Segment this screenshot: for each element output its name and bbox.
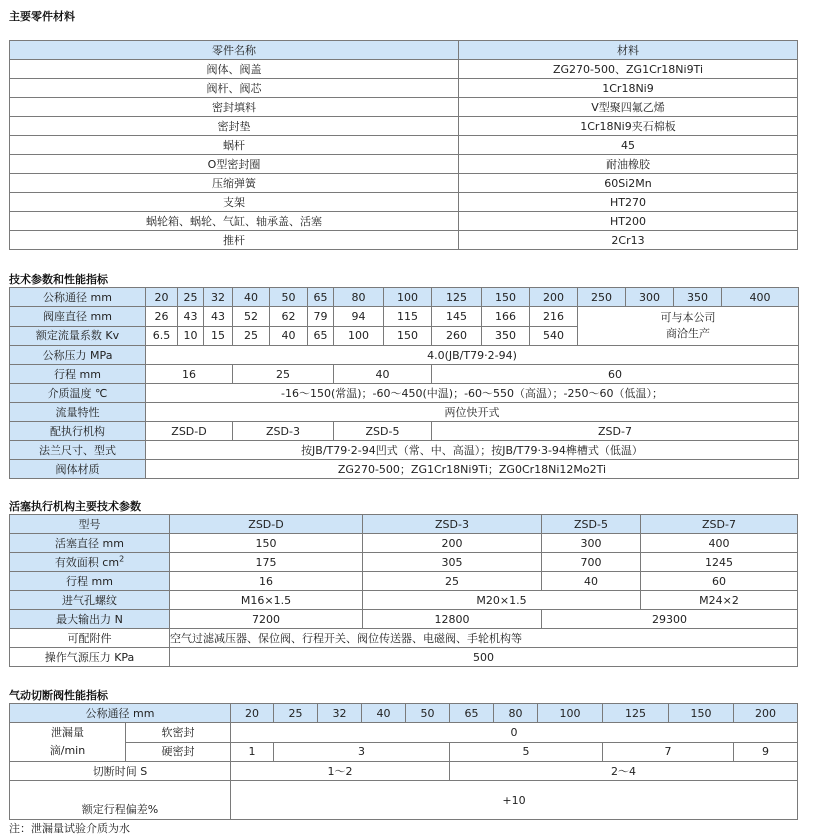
leak-label-line-1: 泄漏量 — [51, 726, 84, 739]
hard-seal-cell: 9 — [734, 742, 798, 762]
consult-line-2: 商洽生产 — [666, 327, 710, 340]
seat-cell: 94 — [334, 307, 384, 327]
dn-cell: 80 — [334, 288, 384, 307]
part-name: 密封填料 — [10, 98, 459, 117]
row-label: 型号 — [10, 515, 170, 534]
kv-cell: 100 — [334, 326, 384, 346]
dn-cell: 350 — [674, 288, 722, 307]
dn-cell: 125 — [432, 288, 482, 307]
stroke-cell: 40 — [542, 572, 641, 591]
kv-cell: 6.5 — [146, 326, 178, 346]
area-row — [10, 553, 798, 572]
model-row — [10, 515, 798, 534]
time-cell: 1～2 — [231, 762, 450, 781]
thread-cell: M16×1.5 — [170, 591, 363, 610]
flange-value: 按JB/T79·2-94凹式（常、中、高温）；按JB/T79·3-94榫槽式（低温） — [146, 441, 799, 460]
dn-cell: 25 — [274, 704, 318, 723]
flow-value: 两位快开式 — [146, 403, 799, 422]
dn-cell: 300 — [626, 288, 674, 307]
part-name: 压缩弹簧 — [10, 174, 459, 193]
model-cell: ZSD-D — [170, 515, 363, 534]
part-material: V型聚四氟乙烯 — [459, 98, 798, 117]
dn-cell: 150 — [669, 704, 734, 723]
part-name: 密封垫 — [10, 117, 459, 136]
row-label-area — [10, 553, 170, 572]
hard-seal-cell: 7 — [603, 742, 734, 762]
table-row — [10, 193, 798, 212]
row-label: 公称通径 mm — [10, 704, 231, 723]
part-material: 1Cr18Ni9夹石棉板 — [459, 117, 798, 136]
area-cell: 1245 — [641, 553, 798, 572]
dn-cell: 250 — [578, 288, 626, 307]
table-row — [10, 212, 798, 231]
seat-cell: 216 — [530, 307, 578, 327]
part-material: 45 — [459, 136, 798, 155]
model-cell: ZSD-3 — [363, 515, 542, 534]
row-label: 流量特性 — [10, 403, 146, 422]
time-row — [10, 762, 798, 781]
accessory-value: 空气过滤减压器、保位阀、行程开关、阀位传送器、电磁阀、手轮机构等 — [170, 629, 798, 648]
accessory-row — [10, 629, 798, 648]
pressure-value: 4.0(JB/T79·2-94) — [146, 346, 799, 365]
part-material: 60Si2Mn — [459, 174, 798, 193]
dia-cell: 200 — [363, 534, 542, 553]
part-material: HT200 — [459, 212, 798, 231]
dia-cell: 400 — [641, 534, 798, 553]
part-name: 蜗杆 — [10, 136, 459, 155]
seat-cell: 166 — [482, 307, 530, 327]
dn-cell: 50 — [406, 704, 450, 723]
piston-title: 活塞执行机构主要技术参数 — [9, 500, 141, 513]
leak-label — [10, 723, 126, 762]
table-row — [10, 60, 798, 79]
dn-cell: 32 — [204, 288, 233, 307]
row-label: 阀座直径 mm — [10, 307, 146, 327]
kv-cell: 540 — [530, 326, 578, 346]
dn-cell: 125 — [603, 704, 669, 723]
part-material: 2Cr13 — [459, 231, 798, 250]
seat-cell: 145 — [432, 307, 482, 327]
air-value: 500 — [170, 648, 798, 667]
kv-cell: 350 — [482, 326, 530, 346]
pneumatic-title: 气动切断阀性能指标 — [9, 689, 108, 702]
hard-seal-cell: 1 — [231, 742, 274, 762]
temp-value: -16～150(常温)；-60～450(中温)；-60～550（高温）；-250～60（低温）； — [146, 384, 799, 403]
force-cell: 29300 — [542, 610, 798, 629]
dn-cell: 65 — [450, 704, 494, 723]
stroke-row — [10, 365, 799, 384]
actuator-cell: ZSD-5 — [334, 422, 432, 441]
part-name: 阀体、阀盖 — [10, 60, 459, 79]
hard-seal-label: 硬密封 — [126, 742, 231, 762]
dn-cell: 25 — [178, 288, 204, 307]
row-label: 额定行程偏差% — [10, 781, 231, 820]
dn-cell: 400 — [722, 288, 799, 307]
row-label: 公称压力 MPa — [10, 346, 146, 365]
dn-cell: 200 — [734, 704, 798, 723]
part-material: 1Cr18Ni9 — [459, 79, 798, 98]
dn-cell: 32 — [318, 704, 362, 723]
row-label: 操作气源压力 KPa — [10, 648, 170, 667]
materials-table — [9, 40, 798, 250]
row-label: 活塞直径 mm — [10, 534, 170, 553]
part-material: HT270 — [459, 193, 798, 212]
part-name: 阀杆、阀芯 — [10, 79, 459, 98]
dn-cell: 100 — [538, 704, 603, 723]
table-row — [10, 117, 798, 136]
pressure-row — [10, 346, 799, 365]
dia-row — [10, 534, 798, 553]
seat-cell: 43 — [178, 307, 204, 327]
dn-cell: 65 — [308, 288, 334, 307]
body-value: ZG270-500；ZG1Cr18Ni9Ti；ZG0Cr18Ni12Mo2Ti — [146, 460, 799, 479]
dn-cell: 80 — [494, 704, 538, 723]
dia-cell: 150 — [170, 534, 363, 553]
dn-cell: 20 — [231, 704, 274, 723]
column-header: 材料 — [459, 41, 798, 60]
materials-title: 主要零件材料 — [9, 10, 75, 23]
area-superscript: 2 — [119, 553, 125, 563]
row-label: 介质温度 ℃ — [10, 384, 146, 403]
time-cell: 2～4 — [450, 762, 798, 781]
table-row — [10, 174, 798, 193]
consult-note — [578, 307, 799, 346]
row-label: 最大输出力 N — [10, 610, 170, 629]
row-label: 切断时间 S — [10, 762, 231, 781]
seat-cell: 26 — [146, 307, 178, 327]
seat-cell: 62 — [270, 307, 308, 327]
part-material: 耐油橡胶 — [459, 155, 798, 174]
seat-cell: 79 — [308, 307, 334, 327]
stroke-cell: 25 — [363, 572, 542, 591]
kv-cell: 150 — [384, 326, 432, 346]
part-name: 支架 — [10, 193, 459, 212]
row-label: 阀体材质 — [10, 460, 146, 479]
dn-row — [10, 704, 798, 723]
area-cell: 305 — [363, 553, 542, 572]
kv-cell: 25 — [233, 326, 270, 346]
air-row — [10, 648, 798, 667]
column-header: 零件名称 — [10, 41, 459, 60]
row-label: 可配附件 — [10, 629, 170, 648]
stroke-cell: 25 — [233, 365, 334, 384]
model-cell: ZSD-7 — [641, 515, 798, 534]
thread-cell: M20×1.5 — [363, 591, 641, 610]
table-header-row — [10, 41, 798, 60]
soft-seal-label: 软密封 — [126, 723, 231, 743]
specs-table — [9, 287, 799, 479]
hard-seal-cell: 3 — [274, 742, 450, 762]
seat-cell: 115 — [384, 307, 432, 327]
kv-cell: 40 — [270, 326, 308, 346]
model-cell: ZSD-5 — [542, 515, 641, 534]
flow-row — [10, 403, 799, 422]
dn-cell: 40 — [362, 704, 406, 723]
area-cell: 700 — [542, 553, 641, 572]
row-label: 进气孔螺纹 — [10, 591, 170, 610]
kv-cell: 15 — [204, 326, 233, 346]
dn-cell: 40 — [233, 288, 270, 307]
kv-cell: 10 — [178, 326, 204, 346]
body-row — [10, 460, 799, 479]
thread-cell: M24×2 — [641, 591, 798, 610]
footnote: 注：泄漏量试验介质为水 — [9, 822, 130, 835]
specs-title: 技术参数和性能指标 — [9, 273, 108, 286]
actuator-cell: ZSD-3 — [233, 422, 334, 441]
table-row — [10, 155, 798, 174]
part-material: ZG270-500、ZG1Cr18Ni9Ti — [459, 60, 798, 79]
piston-table — [9, 514, 798, 667]
stroke-cell: 16 — [146, 365, 233, 384]
table-row — [10, 231, 798, 250]
consult-line-1: 可与本公司 — [660, 311, 716, 324]
dn-cell: 20 — [146, 288, 178, 307]
dn-cell: 50 — [270, 288, 308, 307]
stroke-row — [10, 572, 798, 591]
actuator-cell: ZSD-D — [146, 422, 233, 441]
force-cell: 12800 — [363, 610, 542, 629]
table-row — [10, 136, 798, 155]
part-name: 蜗轮箱、蜗轮、气缸、轴承盖、活塞 — [10, 212, 459, 231]
seat-cell: 43 — [204, 307, 233, 327]
force-cell: 7200 — [170, 610, 363, 629]
seat-row — [10, 307, 799, 327]
table-row — [10, 79, 798, 98]
part-name: 推杆 — [10, 231, 459, 250]
dn-row — [10, 288, 799, 307]
flange-row — [10, 441, 799, 460]
row-label: 配执行机构 — [10, 422, 146, 441]
kv-cell: 260 — [432, 326, 482, 346]
stroke-cell: 60 — [641, 572, 798, 591]
area-label: 有效面积 cm — [54, 555, 120, 569]
pneumatic-table — [9, 703, 798, 820]
stroke-cell: 60 — [432, 365, 799, 384]
row-label: 行程 mm — [10, 572, 170, 591]
part-name: O型密封圈 — [10, 155, 459, 174]
dn-cell: 150 — [482, 288, 530, 307]
thread-row — [10, 591, 798, 610]
soft-seal-row — [10, 723, 798, 743]
force-row — [10, 610, 798, 629]
row-label: 公称通径 mm — [10, 288, 146, 307]
hard-seal-row — [10, 742, 798, 762]
dn-cell: 200 — [530, 288, 578, 307]
temp-row — [10, 384, 799, 403]
hard-seal-cell: 5 — [450, 742, 603, 762]
kv-cell: 65 — [308, 326, 334, 346]
table-row — [10, 98, 798, 117]
row-label: 额定流量系数 Kv — [10, 326, 146, 346]
deviation-row — [10, 781, 798, 820]
dn-cell: 100 — [384, 288, 432, 307]
stroke-cell: 40 — [334, 365, 432, 384]
stroke-cell: 16 — [170, 572, 363, 591]
actuator-cell: ZSD-7 — [432, 422, 799, 441]
leak-label-line-2: 滴/min — [49, 744, 86, 757]
actuator-row — [10, 422, 799, 441]
seat-cell: 52 — [233, 307, 270, 327]
area-cell: 175 — [170, 553, 363, 572]
row-label: 法兰尺寸、型式 — [10, 441, 146, 460]
row-label: 行程 mm — [10, 365, 146, 384]
deviation-value: +10 — [231, 781, 798, 820]
soft-seal-value: 0 — [231, 723, 798, 743]
dia-cell: 300 — [542, 534, 641, 553]
